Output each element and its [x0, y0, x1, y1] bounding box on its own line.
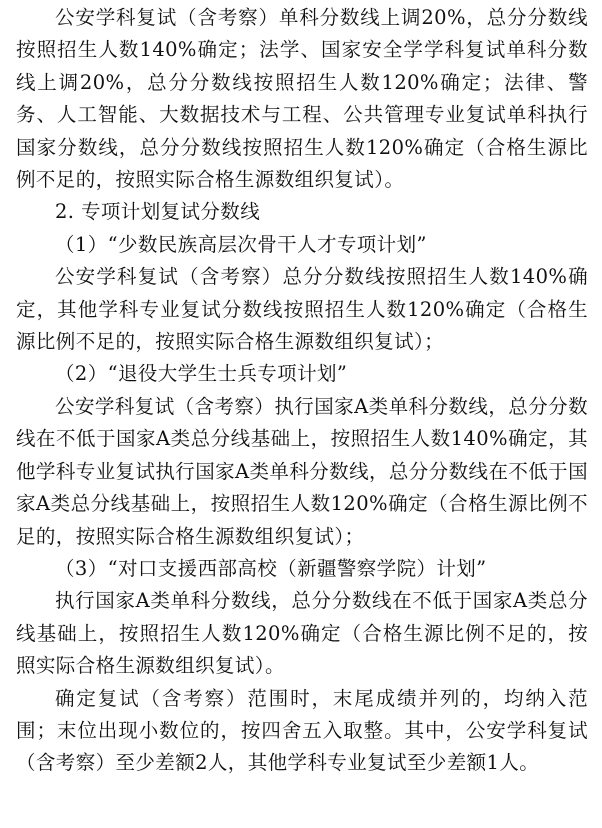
subheading-veteran-soldier-plan: （2）“退役大学生士兵专项计划” — [55, 362, 348, 386]
paragraph-public-security-thresholds: 公安学科复试（含考察）单科分数线上调20%，总分分数线按照招生人数140%确定；法学、国家安全学学科复试单科分数线上调20%，总分分数线按照招生人数120%确定；法律、警务、人工智能、大数据技术与工程、公共管理专业复试单科执行国家分数线，总分分数线按照招生人数120%确定（合格生源比例不足的，按照实际合格生源数组织复试）。 — [16, 6, 588, 192]
paragraph-ethnic-minority-plan: 公安学科复试（含考察）总分分数线按照招生人数140%确定，其他学科专业复试分数线按照招生人数120%确定（合格生源比例不足的，按照实际合格生源数组织复试）； — [16, 265, 588, 354]
section-heading-special-plans: 2. 专项计划复试分数线 — [55, 200, 261, 224]
document-body — [16, 2, 588, 780]
subheading-ethnic-minority-plan: （1）“少数民族高层次骨干人才专项计划” — [55, 232, 427, 256]
paragraph-western-support-plan: 执行国家A类单科分数线，总分分数线在不低于国家A类总分线基础上，按照招生人数120%确定（合格生源比例不足的，按照实际合格生源数组织复试）。 — [16, 589, 588, 678]
paragraph-veteran-soldier-plan: 公安学科复试（含考察）执行国家A类单科分数线，总分分数线在不低于国家A类总分线基础上，按照招生人数140%确定，其他学科专业复试执行国家A类单科分数线，总分分数线在不低于国家A类总分线基础上，按照招生人数120%确定（合格生源比例不足的，按照实际合格生源数组织复试）； — [16, 394, 588, 548]
paragraph-retest-scope-rules: 确定复试（含考察）范围时，末尾成绩并列的，均纳入范围；末位出现小数位的，按四舍五入取整。其中，公安学科复试（含考察）至少差额2人，其他学科专业复试至少差额1人。 — [16, 686, 588, 775]
subheading-western-support-plan: （3）“对口支援西部高校（新疆警察学院）计划” — [55, 556, 487, 580]
